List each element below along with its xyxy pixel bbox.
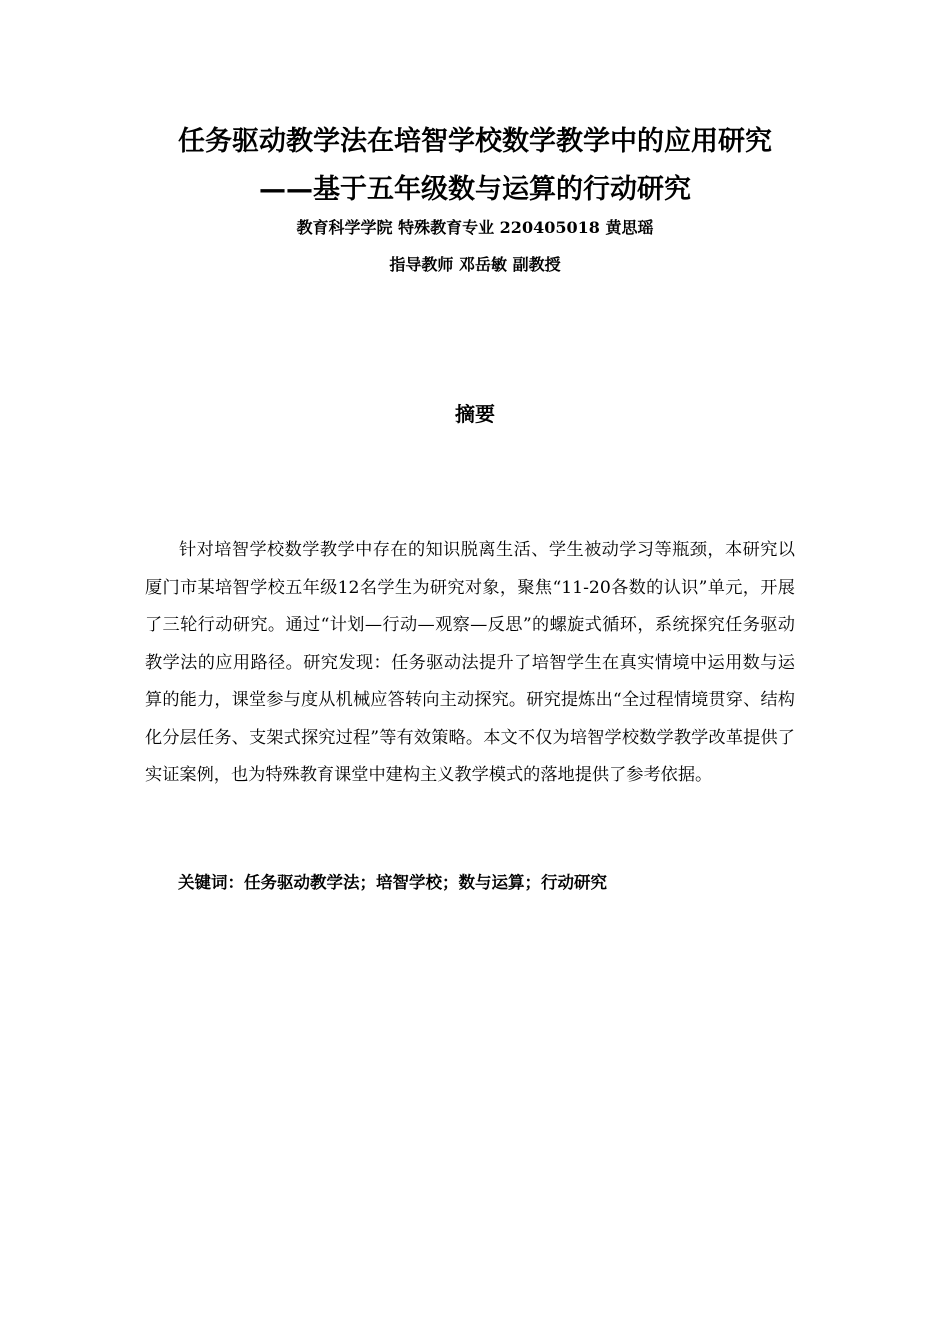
abstract-heading: 摘要: [455, 402, 495, 426]
title-line-1: 任务驱动教学法在培智学校数学教学中的应用研究: [178, 126, 772, 157]
keywords-line: 关键词：任务驱动教学法；培智学校；数与运算；行动研究: [178, 873, 607, 892]
advisor-line: 指导教师 邓岳敏 副教授: [389, 255, 561, 274]
title-line-2: ——基于五年级数与运算的行动研究: [259, 174, 691, 205]
author-line: 教育科学学院 特殊教育专业 220405018 黄思瑶: [296, 218, 654, 237]
abstract-body: 针对培智学校数学教学中存在的知识脱离生活、学生被动学习等瓶颈，本研究以厦门市某培智学校五年级12名学生为研究对象，聚焦“11-20各数的认识”单元，开展了三轮行动研究。通过“计划—行动—观察—反思”的螺旋式循环，系统探究任务驱动教学法的应用路径。研究发现：任务驱动法提升了培智学生在真实情境中运用数与运算的能力，课堂参与度从机械应答转向主动探究。研究提炼出“全过程情境贯穿、结构化分层任务、支架式探究过程”等有效策略。本文不仅为培智学校数学教学改革提供了实证案例，也为特殊教育课堂中建构主义教学模式的落地提供了参考依据。: [145, 540, 795, 785]
